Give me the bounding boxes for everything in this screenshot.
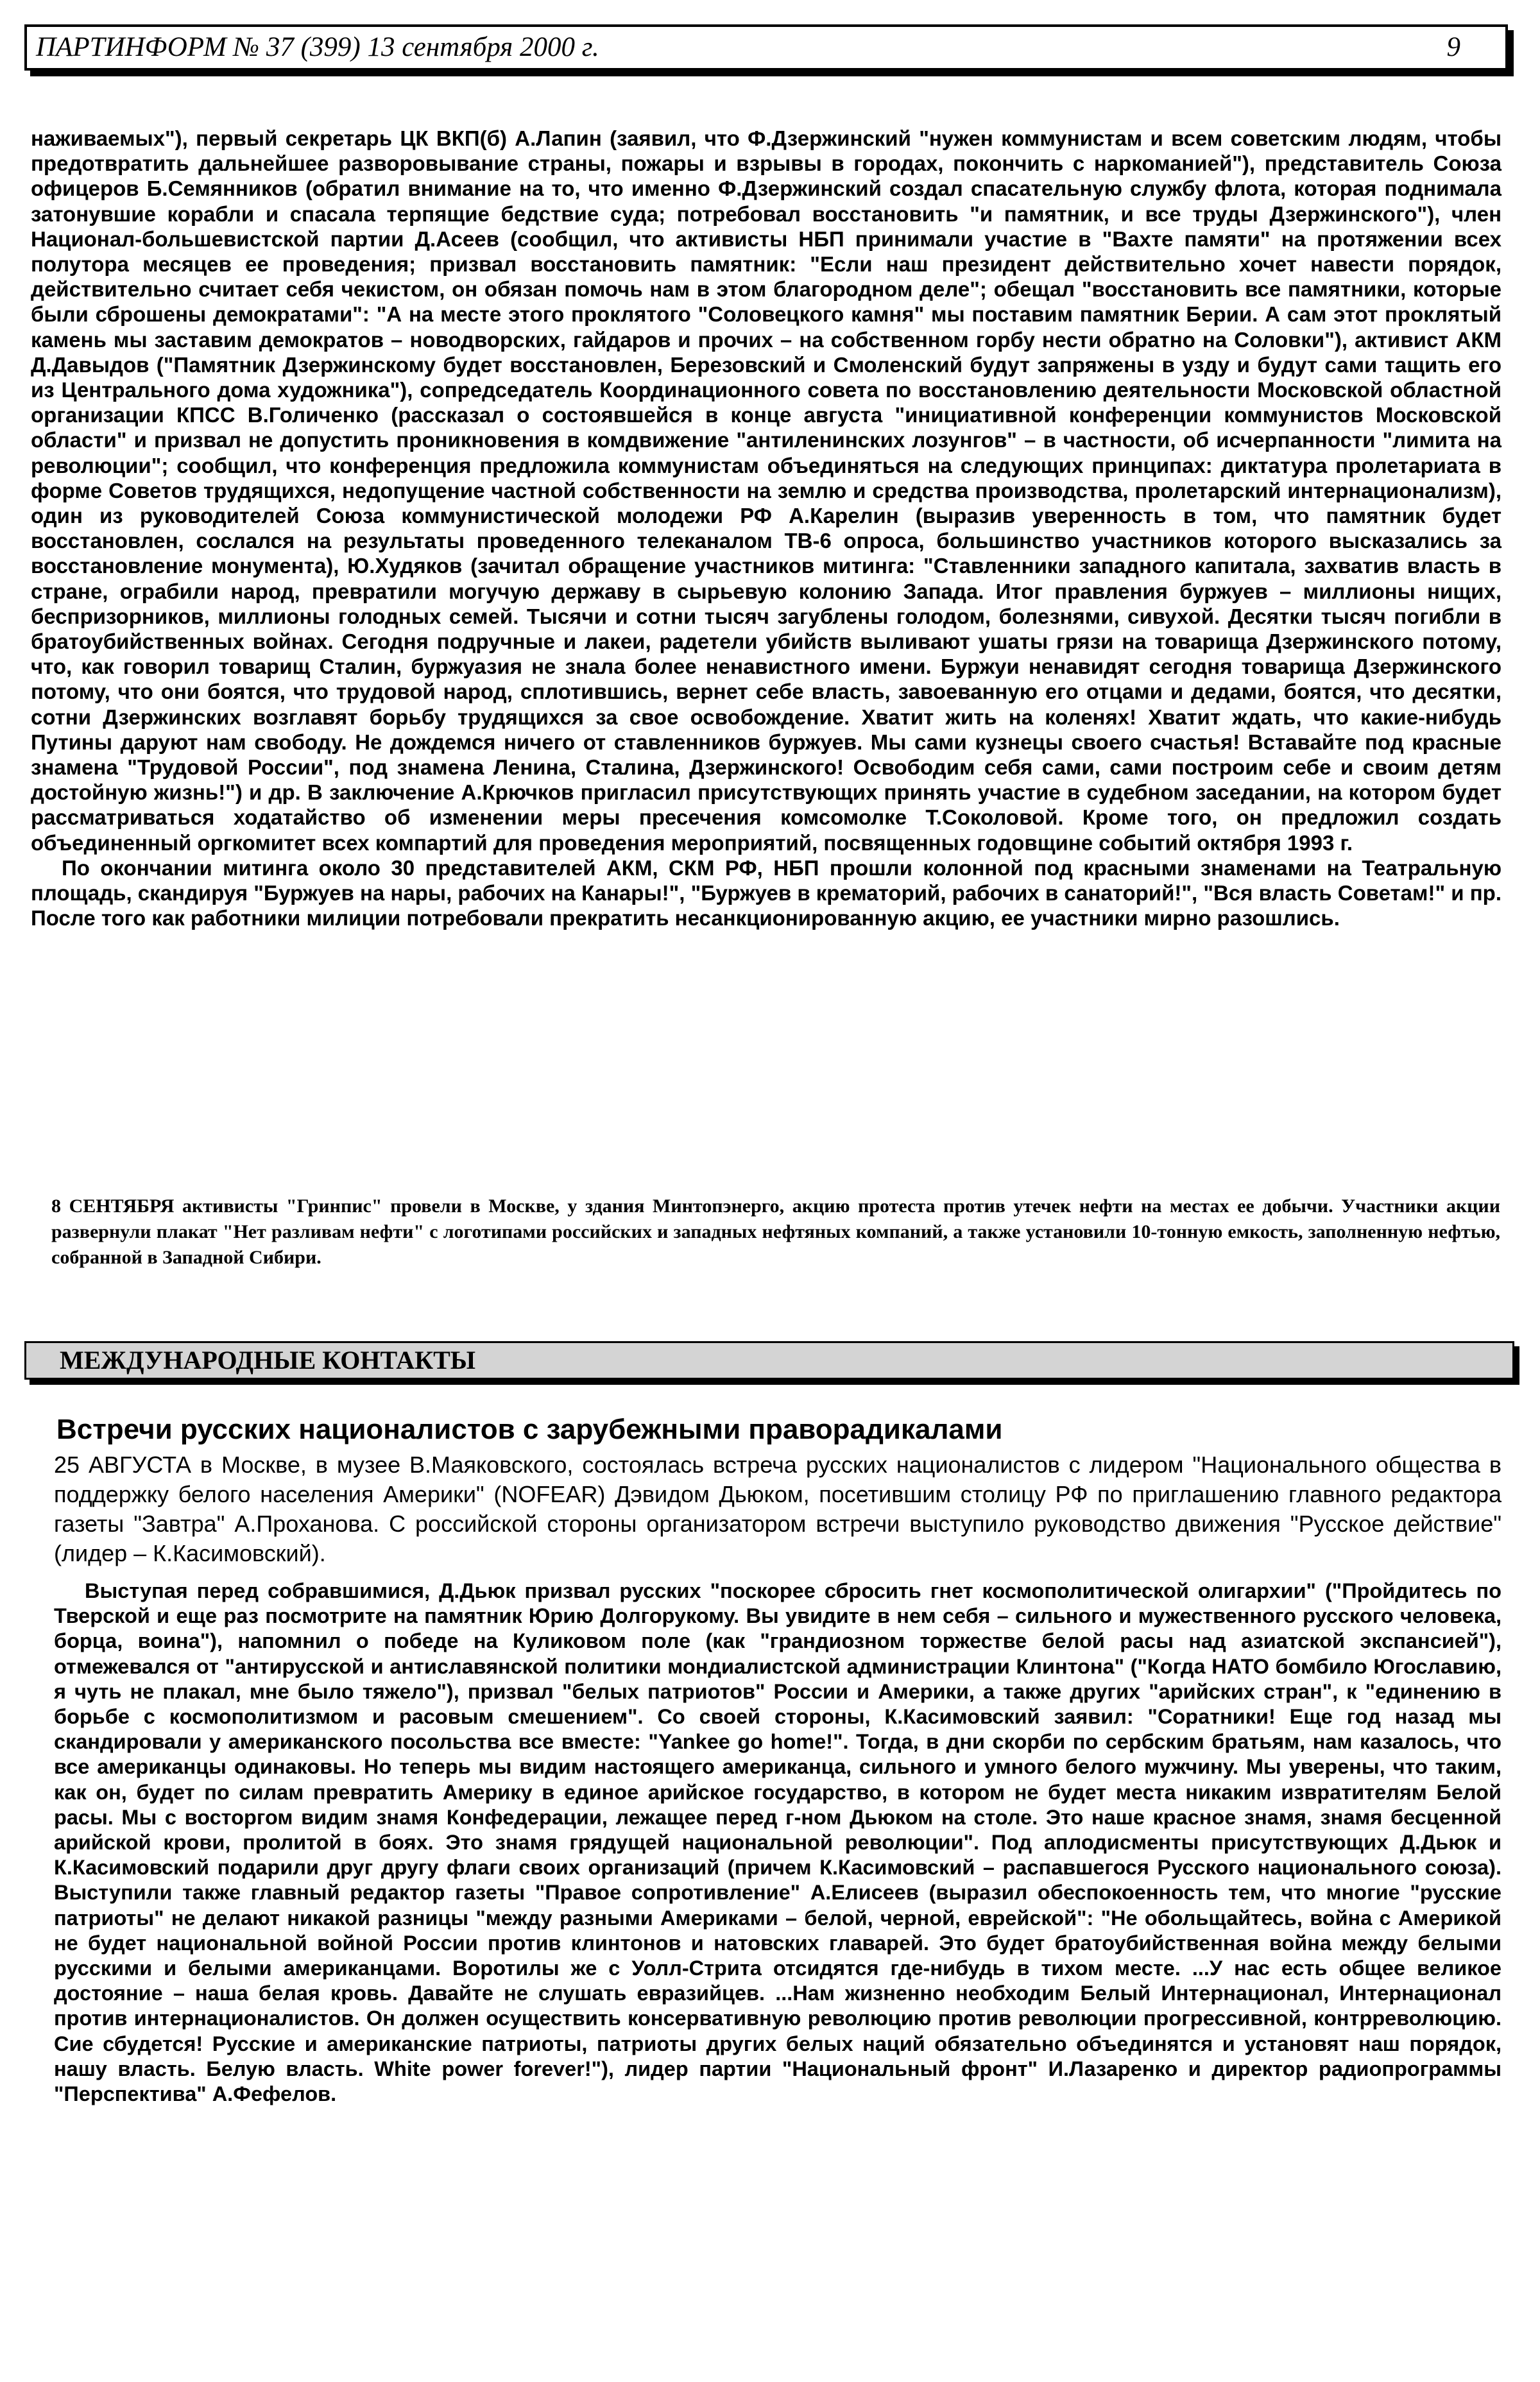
page-header xyxy=(24,24,1508,71)
article-lead: 25 АВГУСТА в Москве, в музее В.Маяковского, состоялась встреча русских националистов с лидером "Национального общества в поддержку белого населения Америки" (NOFEAR) Дэвидом Дьюком, посетившим столицу РФ по приглашению главного редактора газеты "Завтра" А.Проханова. С российской стороны организатором встречи выступило руководство движения "Русское действие" (лидер – К.Касимовский). xyxy=(54,1452,1502,1566)
article-body xyxy=(54,1579,1502,2107)
top-article xyxy=(31,126,1502,931)
newspaper-issue-title: ПАРТИНФОРМ № 37 (399) 13 сентября 2000 г. xyxy=(36,32,599,62)
top-article-paragraph-1: наживаемых"), первый секретарь ЦК ВКП(б) А.Лапин (заявил, что Ф.Дзержинский "нужен коммунистам и всем советским людям, чтобы предотвратить дальнейшее разворовывание страны, пожары и взрывы в городах, покончить с наркоманией"), представитель Союза офицеров Б.Семянников (обратил внимание на то, что именно Ф.Дзержинский создал спасательную службу флота, которая поднимала затонувшие корабли и спасала терпящие бедствие суда; потребовал восстановить "и памятник, и все труды Дзержинского"), член Национал-большевистской партии Д.Асеев (сообщил, что активисты НБП принимали участие в "Вахте памяти" на протяжении всех полутора месяцев ее проведения; призвал восстановить памятник: "Если наш президент действительно хочет навести порядок, действительно считает себя чекистом, он обязан помочь нам в этом благородном деле"; обещал "восстановить все памятники, которые были сброшены демократами": "А на месте этого проклятого "Соловецкого камня" мы поставим памятник Берии. А сам этот проклятый камень мы заставим демократов – новодворских, гайдаров и прочих – на собственном горбу нести обратно на Соловки"), активист АКМ Д.Давыдов ("Памятник Дзержинскому будет восстановлен, Березовский и Смоленский будут запряжены в узду и будут сами тащить его из Центрального дома художника"), сопредседатель Координационного совета по восстановлению деятельности Московской областной организации КПСС В.Голиченко (рассказал о состоявшейся в конце августа "инициативной конференции коммунистов Московской области" и призвал не допустить проникновения в комдвижение "антиленинских лозунгов" – в частности, об исчерпанности "лимита на революции"; сообщил, что конференция предложила коммунистам объединяться на следующих принципах: диктатура пролетариата в форме Советов трудящихся, недопущение частной собственности на землю и средства производства, пролетарский интернационализм), один из руководителей Союза коммунистической молодежи РФ А.Карелин (выразив уверенность в том, что памятник будет восстановлен, сослался на результаты проведенного телеканалом ТВ-6 опроса, большинство участников которого высказались за восстановление монумента), Ю.Худяков (зачитал обращение участников митинга: "Ставленники западного капитала, захватив власть в стране, ограбили народ, превратили могучую державу в сырьевую колонию Запада. Итог правления буржуев – миллионы нищих, беспризорников, миллионы голодных семей. Тысячи и сотни тысяч загублены голодом, болезнями, сивухой. Десятки тысяч погибли в братоубийственных войнах. Сегодня подручные и лакеи, радетели убийств выливают ушаты грязи на товарища Дзержинского потому, что, как говорил товарищ Сталин, буржуазия не знала более ненавистного имени. Буржуи ненавидят сегодня товарища Дзержинского потому, что они боятся, что трудовой народ, сплотившись, вернет себе власть, завоеванную его отцами и дедами, боятся, что десятки, сотни Дзержинских возглавят борьбу трудящихся за свое освобождение. Хватит жить на коленях! Хватит ждать, что какие-нибудь Путины даруют нам свободу. Не дождемся ничего от ставленников буржуев. Мы сами кузнецы своего счастья! Вставайте под красные знамена "Трудовой России", под знамена Ленина, Сталина, Дзержинского! Освободим себя сами, сами построим себе и своим детям достойную жизнь!") и др. В заключение А.Крючков пригласил присутствующих принять участие в судебном заседании, на котором будет рассматриваться ходатайство об изменении меры пресечения комсомолке Т.Соколовой. Кроме того, он предложил создать объединенный оргкомитет всех компартий для проведения мероприятий, посвященных годовщине событий октября 1993 г. xyxy=(31,126,1502,855)
section-header xyxy=(24,1341,1514,1380)
top-article-paragraph-2: По окончании митинга около 30 представителей АКМ, СКМ РФ, НБП прошли колонной под красными знаменами на Театральную площадь, скандируя "Буржуев на нары, рабочих на Канары!", "Буржуев в крематорий, рабочих в санаторий!", "Вся власть Советам!" и пр. После того как работники милиции потребовали прекратить несанкционированную акцию, ее участники мирно разошлись. xyxy=(31,855,1502,930)
article-body-paragraph: Выступая перед собравшимися, Д.Дьюк призвал русских "поскорее сбросить гнет космополитической олигархии" ("Пройдитесь по Тверской и еще раз посмотрите на памятник Юрию Долгорукому. Вы увидите в нем себя – сильного и мужественного русского человека, борца, воина"), напомнил о победе на Куликовом поле (как "грандиозном торжестве белой расы над азиатской экспансией"), отмежевался от "антирусской и антиславянской политики мондиалистской администрации Клинтона" ("Когда НАТО бомбило Югославию, я чуть не плакал, мне было тяжело"), призвал "белых патриотов" России и Америки, а также других "арийских стран", к "единению в борьбе с космополитизмом и расовым смешением". Со своей стороны, К.Касимовский заявил: "Соратники! Еще год назад мы скандировали у американского посольства все вместе: "Yankee go home!". Тогда, в дни скорби по сербским братьям, нам казалось, что все американцы одинаковы. Но теперь мы видим настоящего американца, сильного и умного белого мужчину. Мы уверены, что таким, как он, будет по силам превратить Америку в единое арийское государство, в котором не будет места никаким извратителям Белой расы. Мы с восторгом видим знамя Конфедерации, лежащее перед г-ном Дьюком на столе. Это наше красное знамя, знамя бесценной арийской крови, пролитой в боях. Это знамя грядущей национальной революции". Под аплодисменты присутствующих Д.Дьюк и К.Касимовский подарили друг другу флаги своих организаций (причем К.Касимовский – распавшегося Русского национального союза). Выступили также главный редактор газеты "Правое сопротивление" А.Елисеев (выразил обеспокоенность тем, что многие "русские патриоты" не делают никакой разницы "между разными Америками – белой, черной, еврейской": "Не обольщайтесь, война с Америкой не будет национальной войной России против клинтонов и натовских главарей. Это будет братоубийственная война между белыми русскими и белыми американцами. Воротилы же с Уолл-Стрита отсидятся где-нибудь в тихом месте. ...У нас есть общее великое достояние – наша белая кровь. Давайте не слушать евразийцев. ...Нам жизненно необходим Белый Интернационал, Интернационал против интернационалистов. Он должен осуществить консервативную революцию против революции прогрессивной, контрреволюцию. Сие сбудется! Русские и американские патриоты, патриоты других белых наций обязательно объединятся и установят наш порядок, нашу власть. Белую власть. White power forever!"), лидер партии "Национальный фронт" И.Лазаренко и директор радиопрограммы "Перспектива" А.Фефелов. xyxy=(54,1579,1502,2106)
greenpeace-news-note: 8 СЕНТЯБРЯ активисты "Гринпис" провели в Москве, у здания Минтопэнерго, акцию протеста против утечек нефти на местах ее добычи. Участники акции развернули плакат "Нет разливам нефти" с логотипами российских и западных нефтяных компаний, а также установили 10-тонную емкость, заполненную нефтью, собранной в Западной Сибири. xyxy=(51,1195,1500,1268)
article-title: Встречи русских националистов с зарубежными праворадикалами xyxy=(56,1414,1003,1445)
section-title: МЕЖДУНАРОДНЫЕ КОНТАКТЫ xyxy=(60,1346,476,1375)
page-number: 9 xyxy=(1446,32,1460,62)
